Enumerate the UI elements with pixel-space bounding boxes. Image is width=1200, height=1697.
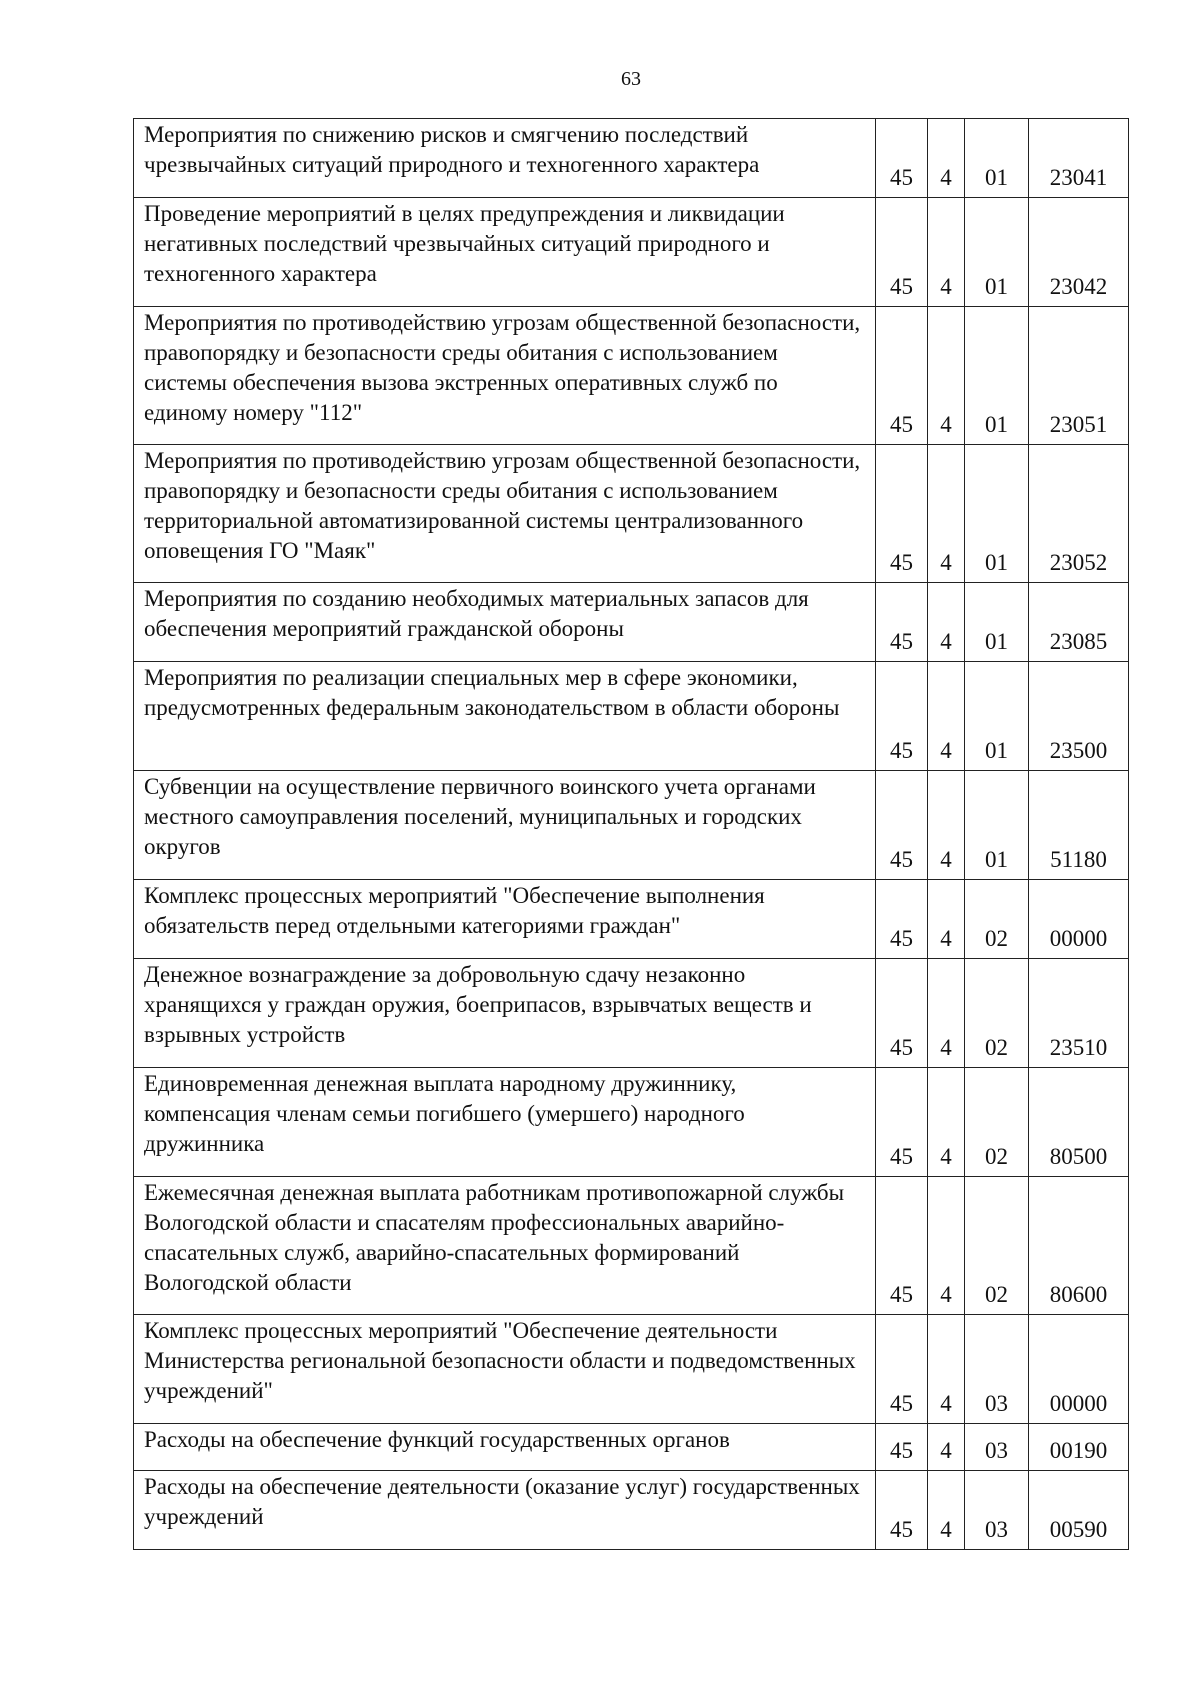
code-2: 4 [928,119,965,198]
code-2: 4 [928,959,965,1068]
code-2: 4 [928,445,965,583]
table-row [134,1068,1129,1177]
code-2: 4 [928,1471,965,1550]
code-3: 03 [965,1471,1029,1550]
code-4: 23052 [1029,445,1129,583]
code-2: 4 [928,583,965,662]
code-4: 23042 [1029,198,1129,307]
code-2: 4 [928,771,965,880]
code-3: 03 [965,1424,1029,1471]
row-name: Мероприятия по противодействию угрозам общественной безопасности, правопорядку и безопасности среды обитания с использованием территориальной автоматизированной системы централизованного оповещения ГО "Маяк" [134,445,876,583]
code-4: 23051 [1029,307,1129,445]
table-row [134,959,1129,1068]
table-row [134,880,1129,959]
row-name: Единовременная денежная выплата народному дружиннику, компенсация членам семьи погибшего (умершего) народного дружинника [134,1068,876,1177]
code-1: 45 [876,959,928,1068]
code-4: 00190 [1029,1424,1129,1471]
code-4: 23510 [1029,959,1129,1068]
code-2: 4 [928,307,965,445]
table-row [134,198,1129,307]
code-1: 45 [876,1315,928,1424]
table-row [134,1315,1129,1424]
code-1: 45 [876,771,928,880]
table-row [134,307,1129,445]
code-3: 02 [965,1068,1029,1177]
code-4: 51180 [1029,771,1129,880]
code-1: 45 [876,662,928,771]
code-3: 01 [965,583,1029,662]
table-row [134,119,1129,198]
code-4: 23041 [1029,119,1129,198]
code-1: 45 [876,1068,928,1177]
row-name: Ежемесячная денежная выплата работникам противопожарной службы Вологодской области и спасателям профессиональных аварийно-спасательных служб, аварийно-спасательных формирований Вологодской области [134,1177,876,1315]
row-name: Расходы на обеспечение деятельности (оказание услуг) государственных учреждений [134,1471,876,1550]
row-name: Мероприятия по реализации специальных мер в сфере экономики, предусмотренных федеральным законодательством в области обороны [134,662,876,771]
code-1: 45 [876,307,928,445]
row-name: Мероприятия по снижению рисков и смягчению последствий чрезвычайных ситуаций природного и техногенного характера [134,119,876,198]
code-3: 01 [965,771,1029,880]
code-1: 45 [876,198,928,307]
table-row [134,1471,1129,1550]
code-4: 00590 [1029,1471,1129,1550]
code-1: 45 [876,119,928,198]
code-1: 45 [876,1177,928,1315]
code-3: 01 [965,198,1029,307]
code-2: 4 [928,1424,965,1471]
code-3: 02 [965,880,1029,959]
code-1: 45 [876,1471,928,1550]
code-1: 45 [876,583,928,662]
table-row [134,1424,1129,1471]
code-4: 00000 [1029,880,1129,959]
row-name: Проведение мероприятий в целях предупреждения и ликвидации негативных последствий чрезвычайных ситуаций природного и техногенного характера [134,198,876,307]
code-2: 4 [928,1068,965,1177]
table-row [134,445,1129,583]
code-2: 4 [928,1177,965,1315]
code-4: 23500 [1029,662,1129,771]
table-row [134,771,1129,880]
code-2: 4 [928,662,965,771]
code-3: 03 [965,1315,1029,1424]
code-2: 4 [928,1315,965,1424]
row-name: Комплекс процессных мероприятий "Обеспечение выполнения обязательств перед отдельными категориями граждан" [134,880,876,959]
code-3: 01 [965,307,1029,445]
table-row [134,583,1129,662]
code-2: 4 [928,198,965,307]
table-row [134,662,1129,771]
code-3: 01 [965,119,1029,198]
row-name: Комплекс процессных мероприятий "Обеспечение деятельности Министерства региональной безопасности области и подведомственных учреждений" [134,1315,876,1424]
row-name: Мероприятия по противодействию угрозам общественной безопасности, правопорядку и безопасности среды обитания с использованием системы обеспечения вызова экстренных оперативных служб по единому номеру "112" [134,307,876,445]
table-row [134,1177,1129,1315]
page-number: 63 [621,68,641,90]
code-2: 4 [928,880,965,959]
code-3: 02 [965,1177,1029,1315]
row-name: Субвенции на осуществление первичного воинского учета органами местного самоуправления поселений, муниципальных и городских округов [134,771,876,880]
code-3: 02 [965,959,1029,1068]
row-name: Мероприятия по созданию необходимых материальных запасов для обеспечения мероприятий гражданской обороны [134,583,876,662]
code-3: 01 [965,662,1029,771]
code-1: 45 [876,445,928,583]
row-name: Расходы на обеспечение функций государственных органов [134,1424,876,1471]
code-4: 80500 [1029,1068,1129,1177]
budget-classification-table [133,118,1129,1550]
code-1: 45 [876,1424,928,1471]
code-1: 45 [876,880,928,959]
code-3: 01 [965,445,1029,583]
row-name: Денежное вознаграждение за добровольную сдачу незаконно хранящихся у граждан оружия, боеприпасов, взрывчатых веществ и взрывных устройств [134,959,876,1068]
code-4: 23085 [1029,583,1129,662]
code-4: 80600 [1029,1177,1129,1315]
code-4: 00000 [1029,1315,1129,1424]
